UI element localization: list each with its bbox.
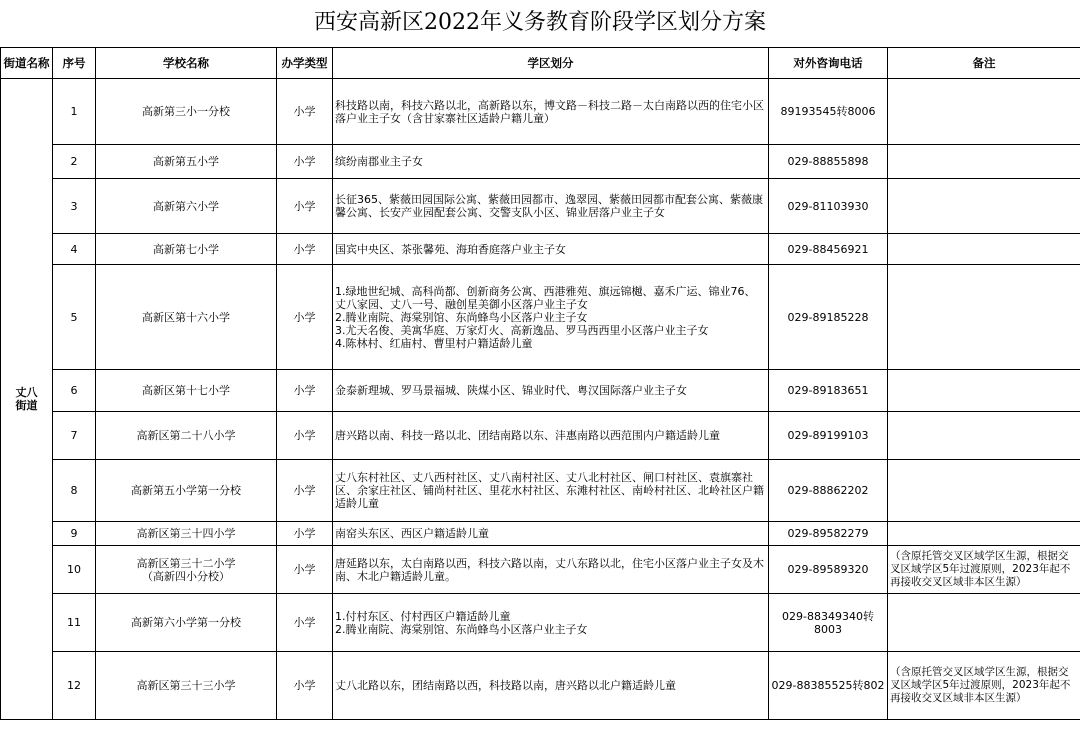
school-name: 高新区第三十四小学 bbox=[96, 522, 277, 546]
school-type: 小学 bbox=[277, 522, 333, 546]
row-number: 10 bbox=[53, 546, 96, 594]
note-text bbox=[888, 412, 1080, 460]
note-text bbox=[888, 522, 1080, 546]
note-text bbox=[888, 370, 1080, 412]
school-type: 小学 bbox=[277, 652, 333, 720]
table-row bbox=[1, 412, 1080, 460]
row-number: 12 bbox=[53, 652, 96, 720]
school-district-table bbox=[0, 47, 1080, 720]
district-text: 南窑头东区、西区户籍适龄儿童 bbox=[333, 522, 769, 546]
table-row bbox=[1, 460, 1080, 522]
note-text bbox=[888, 265, 1080, 370]
district-text: 唐延路以东，太白南路以西，科技六路以南，丈八东路以北，住宅小区落户业主子女及木南、木北户籍适龄儿童。 bbox=[333, 546, 769, 594]
phone-number: 029-89185228 bbox=[769, 265, 888, 370]
phone-number: 029-89582279 bbox=[769, 522, 888, 546]
phone-number: 89193545转8006 bbox=[769, 79, 888, 145]
school-type: 小学 bbox=[277, 460, 333, 522]
school-type: 小学 bbox=[277, 234, 333, 265]
table-row bbox=[1, 145, 1080, 179]
page-title: 西安高新区2022年义务教育阶段学区划分方案 bbox=[314, 10, 766, 35]
school-name: 高新第六小学第一分校 bbox=[96, 594, 277, 652]
phone-number: 029-88349340转8003 bbox=[769, 594, 888, 652]
row-number: 2 bbox=[53, 145, 96, 179]
header-district: 学区划分 bbox=[333, 48, 769, 79]
school-name: 高新区第十七小学 bbox=[96, 370, 277, 412]
district-text: 科技路以南，科技六路以北，高新路以东，博文路－科技二路－太白南路以西的住宅小区落户业主子女（含甘家寨社区适龄户籍儿童） bbox=[333, 79, 769, 145]
phone-number: 029-89199103 bbox=[769, 412, 888, 460]
note-text bbox=[888, 179, 1080, 234]
school-name: 高新第七小学 bbox=[96, 234, 277, 265]
district-text: 金泰新理城、罗马景福城、陕煤小区、锦业时代、粤汉国际落户业主子女 bbox=[333, 370, 769, 412]
table-row bbox=[1, 652, 1080, 720]
phone-number: 029-88385525转802 bbox=[769, 652, 888, 720]
phone-number: 029-88456921 bbox=[769, 234, 888, 265]
row-number: 8 bbox=[53, 460, 96, 522]
phone-number: 029-88862202 bbox=[769, 460, 888, 522]
district-text: 国宾中央区、茶张馨苑、海珀香庭落户业主子女 bbox=[333, 234, 769, 265]
school-type: 小学 bbox=[277, 179, 333, 234]
school-name: 高新区第三十二小学 （高新四小分校） bbox=[96, 546, 277, 594]
note-text bbox=[888, 145, 1080, 179]
header-no: 序号 bbox=[53, 48, 96, 79]
district-text: 丈八东村社区、丈八西村社区、丈八南村社区、丈八北村社区、闸口村社区、袁旗寨社区、余家庄社区、铺尚村社区、里花水村社区、东滩村社区、南岭村社区、北岭社区户籍适龄儿童 bbox=[333, 460, 769, 522]
note-text: （含原托管交叉区域学区生源，根据交叉区域学区5年过渡原则，2023年起不再接收交叉区域非本区生源） bbox=[888, 652, 1080, 720]
school-name: 高新区第二十八小学 bbox=[96, 412, 277, 460]
header-row bbox=[1, 48, 1080, 79]
district-text: 长征365、紫薇田园国际公寓、紫薇田园都市、逸翠园、紫薇田园都市配套公寓、紫薇康馨公寓、长安产业园配套公寓、交警支队小区、锦业居落户业主子女 bbox=[333, 179, 769, 234]
row-number: 5 bbox=[53, 265, 96, 370]
district-text: 缤纷南郡业主子女 bbox=[333, 145, 769, 179]
note-text bbox=[888, 79, 1080, 145]
header-type: 办学类型 bbox=[277, 48, 333, 79]
school-type: 小学 bbox=[277, 546, 333, 594]
school-type: 小学 bbox=[277, 412, 333, 460]
row-number: 3 bbox=[53, 179, 96, 234]
row-number: 9 bbox=[53, 522, 96, 546]
street-name-cell bbox=[1, 79, 53, 720]
row-number: 11 bbox=[53, 594, 96, 652]
school-name: 高新区第三十三小学 bbox=[96, 652, 277, 720]
school-type: 小学 bbox=[277, 594, 333, 652]
note-text: （含原托管交叉区域学区生源，根据交叉区域学区5年过渡原则，2023年起不再接收交叉区域非本区生源） bbox=[888, 546, 1080, 594]
phone-number: 029-89183651 bbox=[769, 370, 888, 412]
street-name: 丈八街道 bbox=[15, 386, 38, 412]
school-type: 小学 bbox=[277, 370, 333, 412]
district-text: 1.付村东区、付村西区户籍适龄儿童 2.腾业南院、海棠别馆、东尚蜂鸟小区落户业主子女 bbox=[333, 594, 769, 652]
school-name: 高新第六小学 bbox=[96, 179, 277, 234]
row-number: 1 bbox=[53, 79, 96, 145]
district-text: 唐兴路以南、科技一路以北、团结南路以东、沣惠南路以西范围内户籍适龄儿童 bbox=[333, 412, 769, 460]
table-row bbox=[1, 370, 1080, 412]
phone-number: 029-89589320 bbox=[769, 546, 888, 594]
table-row bbox=[1, 265, 1080, 370]
school-name: 高新第五小学 bbox=[96, 145, 277, 179]
school-name: 高新区第十六小学 bbox=[96, 265, 277, 370]
table-row bbox=[1, 234, 1080, 265]
row-number: 4 bbox=[53, 234, 96, 265]
district-text: 1.绿地世纪城、高科尚都、创新商务公寓、西港雅苑、旗远锦樾、嘉禾广运、锦业76、丈八家园、丈八一号、融创星美御小区落户业主子女 2.腾业南院、海棠别馆、东尚蜂鸟小区落户业主子女 3.尤天名俊、美寓华庭、万家灯火、高新逸品、罗马西西里小区落户业主子女 4.陈林村、红庙村、曹里村户籍适龄儿童 bbox=[333, 265, 769, 370]
row-number: 7 bbox=[53, 412, 96, 460]
phone-number: 029-81103930 bbox=[769, 179, 888, 234]
header-street: 街道名称 bbox=[1, 48, 53, 79]
table-row bbox=[1, 79, 1080, 145]
district-text: 丈八北路以东，团结南路以西，科技路以南，唐兴路以北户籍适龄儿童 bbox=[333, 652, 769, 720]
phone-number: 029-88855898 bbox=[769, 145, 888, 179]
school-type: 小学 bbox=[277, 265, 333, 370]
note-text bbox=[888, 460, 1080, 522]
table-row bbox=[1, 594, 1080, 652]
school-type: 小学 bbox=[277, 79, 333, 145]
table-row bbox=[1, 179, 1080, 234]
school-name: 高新第三小一分校 bbox=[96, 79, 277, 145]
header-phone: 对外咨询电话 bbox=[769, 48, 888, 79]
table-row bbox=[1, 522, 1080, 546]
school-type: 小学 bbox=[277, 145, 333, 179]
school-name: 高新第五小学第一分校 bbox=[96, 460, 277, 522]
row-number: 6 bbox=[53, 370, 96, 412]
note-text bbox=[888, 234, 1080, 265]
note-text bbox=[888, 594, 1080, 652]
header-school: 学校名称 bbox=[96, 48, 277, 79]
header-note: 备注 bbox=[888, 48, 1080, 79]
table-row bbox=[1, 546, 1080, 594]
